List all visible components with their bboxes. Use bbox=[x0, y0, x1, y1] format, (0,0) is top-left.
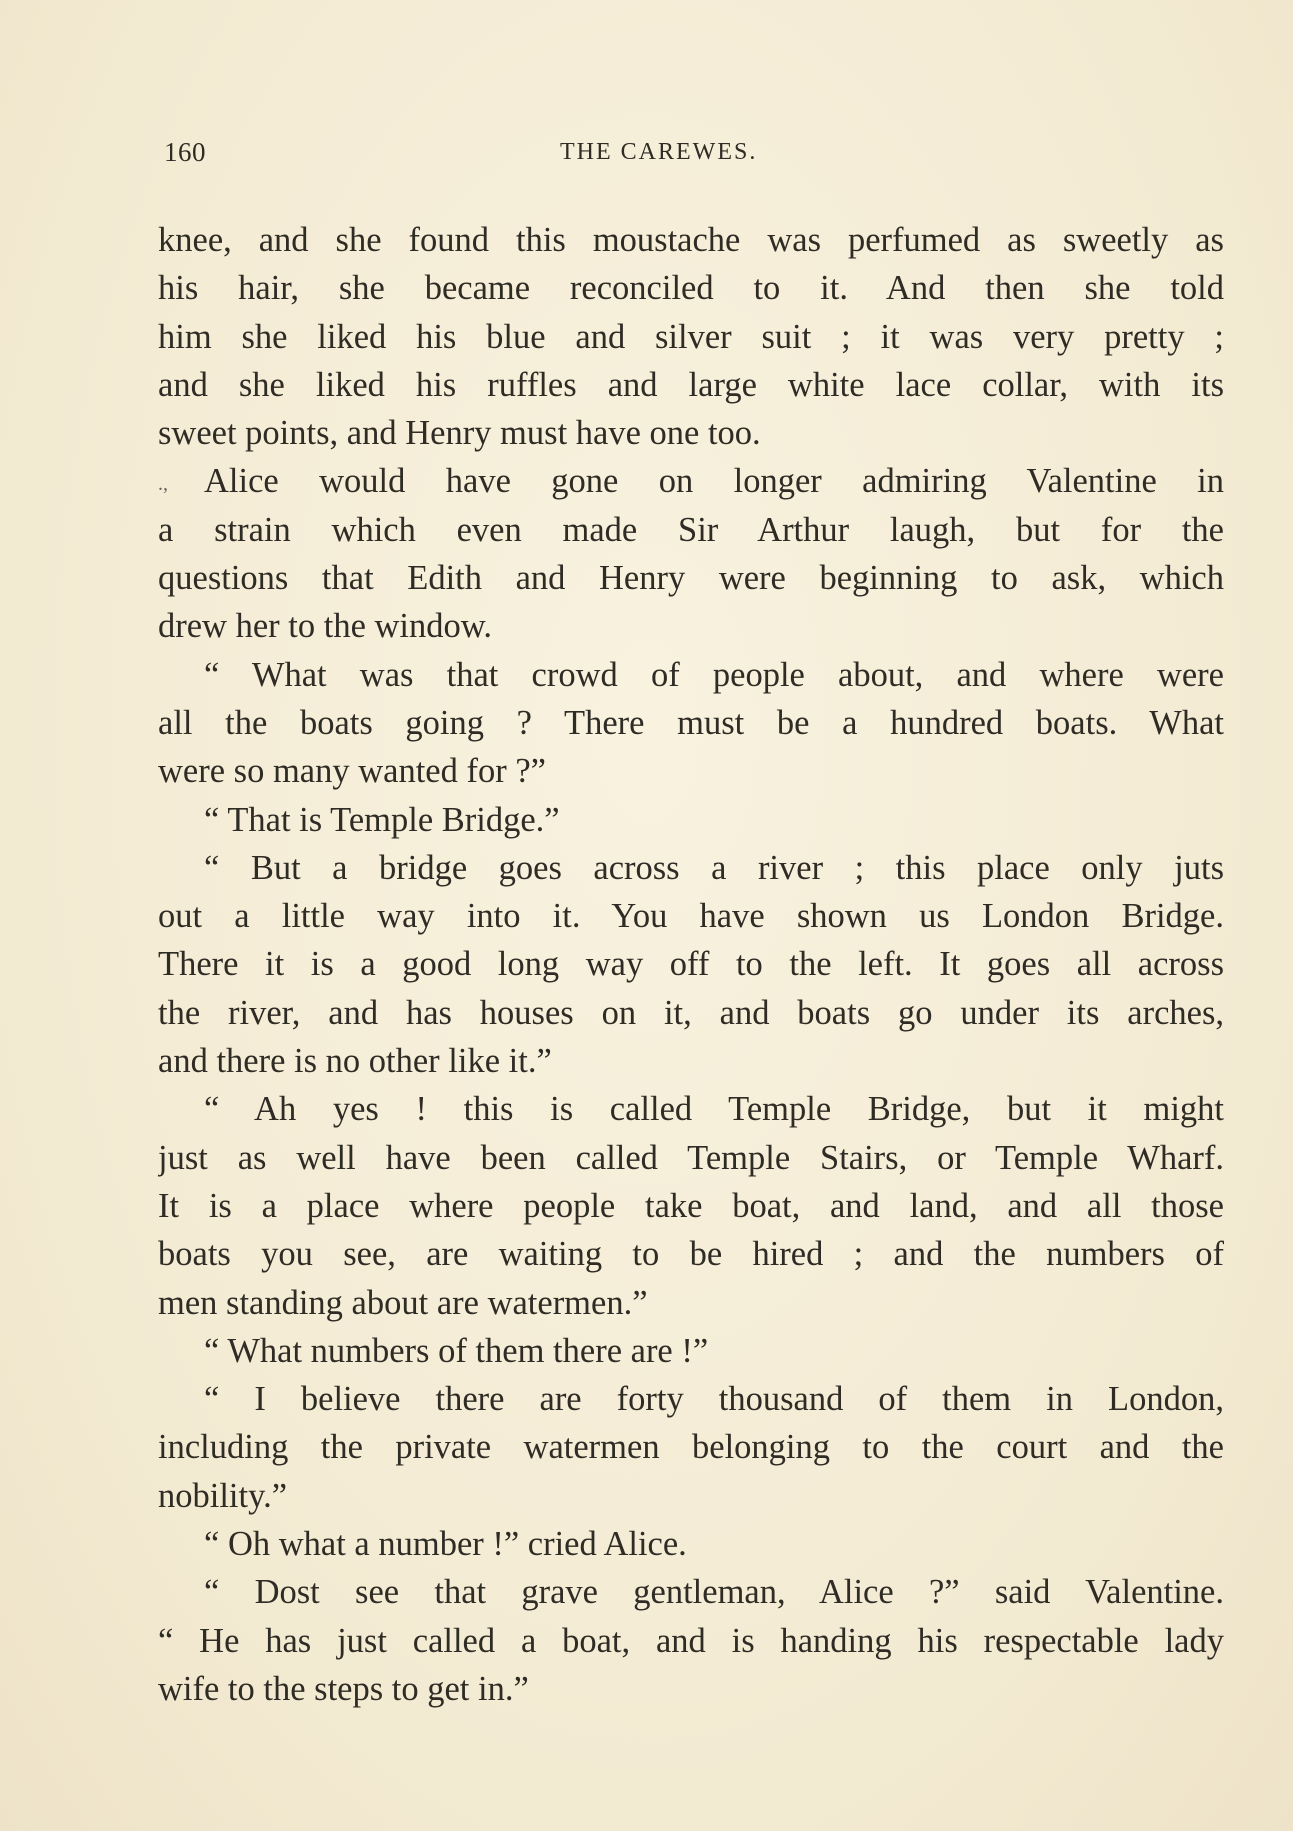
text-line: knee, and she found this moustache was perfumed as sweetly as bbox=[158, 221, 1224, 259]
text-line: “ Ah yes ! this is called Temple Bridge, but it might bbox=[204, 1090, 1224, 1129]
text-line: wife to the steps to get in.” bbox=[158, 1669, 529, 1708]
text-line: It is a place where people take boat, and land, and all those bbox=[158, 1186, 1224, 1225]
text-line: “ He has just called a boat, and is handing his respectable lady bbox=[158, 1621, 1224, 1660]
text-line: nobility.” bbox=[158, 1476, 288, 1515]
page-number: 160 bbox=[164, 137, 206, 167]
text-line: were so many wanted for ?” bbox=[158, 752, 546, 791]
text-line: “ What numbers of them there are !” bbox=[204, 1331, 709, 1370]
stray-mark: ., bbox=[158, 473, 168, 496]
text-line: his hair, she became reconciled to it. And then she told bbox=[158, 269, 1224, 308]
text-line: boats you see, are waiting to be hired ; and the numbers of bbox=[158, 1235, 1224, 1274]
text-line: There it is a good long way off to the left. It goes all across bbox=[158, 945, 1224, 984]
text-line: sweet points, and Henry must have one too. bbox=[158, 414, 761, 453]
text-line: him she liked his blue and silver suit ; it was very pretty ; bbox=[158, 317, 1224, 356]
running-head bbox=[160, 133, 1210, 173]
text-line: “ Oh what a number !” cried Alice. bbox=[204, 1525, 687, 1564]
text-line: questions that Edith and Henry were beginning to ask, which bbox=[158, 559, 1224, 598]
text-line: just as well have been called Temple Stairs, or Temple Wharf. bbox=[158, 1138, 1224, 1177]
text-body bbox=[158, 216, 1224, 1713]
book-title: THE CAREWES. bbox=[560, 139, 758, 165]
text-line: Alice would have gone on longer admiring Valentine in bbox=[204, 462, 1224, 501]
text-line: and she liked his ruffles and large white lace collar, with its bbox=[158, 365, 1224, 404]
text-line: and there is no other like it.” bbox=[158, 1042, 552, 1081]
text-line: the river, and has houses on it, and boats go under its arches, bbox=[158, 993, 1224, 1032]
text-line: “ That is Temple Bridge.” bbox=[204, 800, 560, 839]
text-line: all the boats going ? There must be a hundred boats. What bbox=[158, 703, 1224, 742]
text-line: out a little way into it. You have shown us London Bridge. bbox=[158, 897, 1224, 936]
text-line: including the private watermen belonging to the court and the bbox=[158, 1428, 1224, 1467]
text-line: “ But a bridge goes across a river ; this place only juts bbox=[204, 848, 1224, 887]
text-line: men standing about are watermen.” bbox=[158, 1283, 648, 1322]
text-line: a strain which even made Sir Arthur laugh, but for the bbox=[158, 510, 1224, 549]
text-line: drew her to the window. bbox=[158, 607, 493, 646]
text-line: “ Dost see that grave gentleman, Alice ?” said Valentine. bbox=[204, 1573, 1224, 1612]
text-line-with-mark bbox=[158, 457, 1224, 505]
text-line: “ What was that crowd of people about, and where were bbox=[204, 655, 1224, 694]
text-line: “ I believe there are forty thousand of them in London, bbox=[204, 1380, 1224, 1419]
